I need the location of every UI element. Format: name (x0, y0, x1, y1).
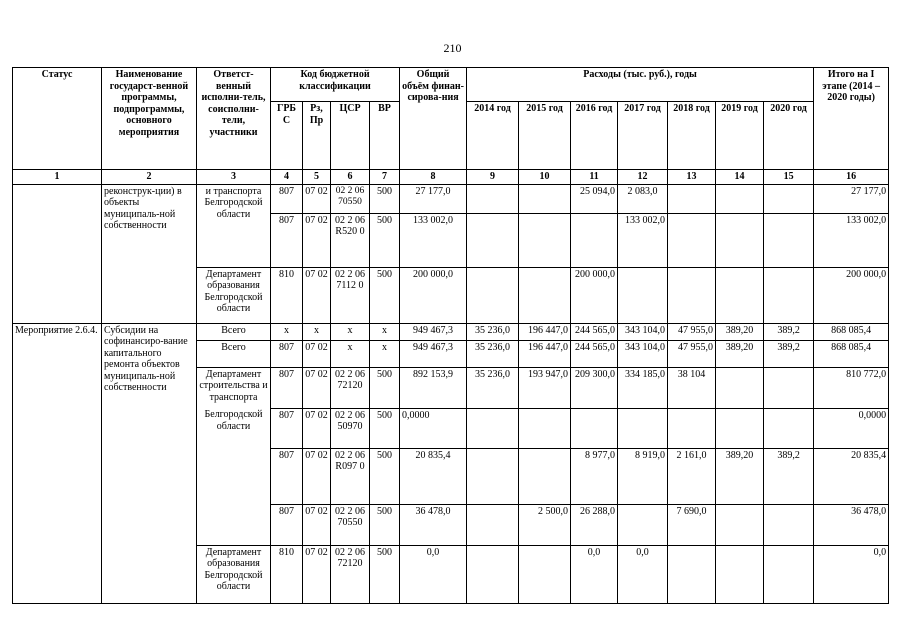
y2020-cell: 389,2 (764, 323, 814, 340)
rzpr-cell: 07 02 (303, 184, 331, 213)
column-number: 6 (331, 170, 370, 185)
y2018-cell: 38 104 (668, 367, 716, 408)
csr-cell: 02 2 06 72120 (331, 367, 370, 408)
sum-cell: 0,0000 (814, 408, 889, 448)
responsible-cell: Всего (197, 340, 271, 367)
sum-cell: 27 177,0 (814, 184, 889, 213)
vr-cell: x (370, 323, 400, 340)
csr-cell: 02 2 06 7112 0 (331, 267, 370, 323)
column-number-row (13, 170, 889, 185)
rzpr-cell: 07 02 (303, 340, 331, 367)
csr-cell: 02 2 06 70550 (331, 504, 370, 545)
header-stage-total: Итого на I этапе (2014 – 2020 годы) (814, 68, 889, 170)
y2014-cell (467, 545, 519, 603)
y2018-cell (668, 267, 716, 323)
csr-cell: x (331, 323, 370, 340)
y2017-cell: 0,0 (618, 545, 668, 603)
y2016-cell: 26 288,0 (571, 504, 618, 545)
sum-cell: 810 772,0 (814, 367, 889, 408)
vr-cell: 500 (370, 408, 400, 448)
status-cell: Мероприятие 2.6.4. (13, 323, 102, 603)
column-number: 13 (668, 170, 716, 185)
column-number: 10 (519, 170, 571, 185)
header-2015: 2015 год (519, 102, 571, 170)
y2015-cell (519, 448, 571, 504)
budget-table (12, 67, 889, 604)
vr-cell: 500 (370, 184, 400, 213)
grbs-cell: 807 (271, 340, 303, 367)
program-name-cell: Субсидии на софинансиро-вание капитального ремонта объектов муниципаль-ной собственности (102, 323, 197, 603)
y2018-cell: 7 690,0 (668, 504, 716, 545)
header-expenses: Расходы (тыс. руб.), годы (467, 68, 814, 102)
y2020-cell (764, 213, 814, 267)
y2017-cell: 8 919,0 (618, 448, 668, 504)
header-2020: 2020 год (764, 102, 814, 170)
y2015-cell (519, 184, 571, 213)
column-number: 12 (618, 170, 668, 185)
header-budget-code: Код бюджетной классификации (271, 68, 400, 102)
y2016-cell: 244 565,0 (571, 323, 618, 340)
responsible-cell: Всего (197, 323, 271, 340)
y2016-cell: 0,0 (571, 545, 618, 603)
y2015-cell (519, 213, 571, 267)
total-cell: 133 002,0 (400, 213, 467, 267)
column-number: 2 (102, 170, 197, 185)
grbs-cell: 807 (271, 367, 303, 408)
rzpr-cell: 07 02 (303, 213, 331, 267)
table-row (13, 184, 889, 213)
rzpr-cell: x (303, 323, 331, 340)
column-number: 1 (13, 170, 102, 185)
rzpr-cell: 07 02 (303, 504, 331, 545)
y2019-cell: 389,20 (716, 448, 764, 504)
grbs-cell: 810 (271, 267, 303, 323)
y2016-cell (571, 213, 618, 267)
y2016-cell: 209 300,0 (571, 367, 618, 408)
responsible-cell: Департамент строительства и транспорта (197, 367, 271, 408)
header-csr: ЦСР (331, 102, 370, 170)
y2015-cell (519, 408, 571, 448)
vr-cell: 500 (370, 545, 400, 603)
total-cell: 949 467,3 (400, 340, 467, 367)
header-status: Статус (13, 68, 102, 170)
y2017-cell (618, 504, 668, 545)
status-cell (13, 184, 102, 323)
sum-cell: 133 002,0 (814, 213, 889, 267)
y2018-cell: 47 955,0 (668, 323, 716, 340)
column-number: 5 (303, 170, 331, 185)
vr-cell: 500 (370, 504, 400, 545)
header-grbs: ГРБ С (271, 102, 303, 170)
y2020-cell (764, 504, 814, 545)
grbs-cell: 807 (271, 448, 303, 504)
total-cell: 27 177,0 (400, 184, 467, 213)
sum-cell: 200 000,0 (814, 267, 889, 323)
column-number: 14 (716, 170, 764, 185)
y2016-cell: 244 565,0 (571, 340, 618, 367)
y2016-cell: 200 000,0 (571, 267, 618, 323)
total-cell: 20 835,4 (400, 448, 467, 504)
vr-cell: 500 (370, 213, 400, 267)
y2014-cell: 35 236,0 (467, 340, 519, 367)
y2014-cell (467, 408, 519, 448)
header-total: Общий объём финан-сирова-ния (400, 68, 467, 170)
responsible-cell: и транспорта Белгородской области (197, 184, 271, 267)
csr-cell: x (331, 340, 370, 367)
program-name-cell: реконструк-ции) в объекты муниципаль-ной собственности (102, 184, 197, 323)
grbs-cell: 807 (271, 213, 303, 267)
y2020-cell (764, 545, 814, 603)
y2015-cell: 2 500,0 (519, 504, 571, 545)
y2014-cell (467, 504, 519, 545)
y2020-cell (764, 267, 814, 323)
y2015-cell: 196 447,0 (519, 340, 571, 367)
sum-cell: 868 085,4 (814, 323, 889, 340)
grbs-cell: 807 (271, 504, 303, 545)
sum-cell: 868 085,4 (814, 340, 889, 367)
header-2016: 2016 год (571, 102, 618, 170)
y2018-cell (668, 213, 716, 267)
header-2014: 2014 год (467, 102, 519, 170)
column-number: 3 (197, 170, 271, 185)
y2014-cell: 35 236,0 (467, 367, 519, 408)
csr-cell: 02 2 06 R520 0 (331, 213, 370, 267)
column-number: 4 (271, 170, 303, 185)
total-cell: 200 000,0 (400, 267, 467, 323)
y2018-cell (668, 545, 716, 603)
rzpr-cell: 07 02 (303, 267, 331, 323)
sum-cell: 20 835,4 (814, 448, 889, 504)
rzpr-cell: 07 02 (303, 408, 331, 448)
y2018-cell (668, 184, 716, 213)
y2017-cell: 2 083,0 (618, 184, 668, 213)
rzpr-cell: 07 02 (303, 367, 331, 408)
y2014-cell (467, 267, 519, 323)
column-number: 11 (571, 170, 618, 185)
y2019-cell (716, 184, 764, 213)
csr-cell: 02 2 06 50970 (331, 408, 370, 448)
y2017-cell: 343 104,0 (618, 323, 668, 340)
y2019-cell (716, 545, 764, 603)
csr-cell: 02 2 06 70550 (331, 184, 370, 213)
column-number: 9 (467, 170, 519, 185)
column-number: 8 (400, 170, 467, 185)
responsible-cell: Департамент образования Белгородской области (197, 545, 271, 603)
column-number: 7 (370, 170, 400, 185)
y2016-cell: 8 977,0 (571, 448, 618, 504)
responsible-cell: Белгородской области (197, 408, 271, 545)
grbs-cell: 807 (271, 408, 303, 448)
y2014-cell (467, 448, 519, 504)
y2017-cell: 334 185,0 (618, 367, 668, 408)
header-2018: 2018 год (668, 102, 716, 170)
header-2019: 2019 год (716, 102, 764, 170)
y2017-cell: 343 104,0 (618, 340, 668, 367)
csr-cell: 02 2 06 R097 0 (331, 448, 370, 504)
total-cell: 949 467,3 (400, 323, 467, 340)
header-rzpr: Рз, Пр (303, 102, 331, 170)
sum-cell: 0,0 (814, 545, 889, 603)
vr-cell: 500 (370, 448, 400, 504)
y2019-cell (716, 367, 764, 408)
sum-cell: 36 478,0 (814, 504, 889, 545)
y2015-cell (519, 545, 571, 603)
grbs-cell: 810 (271, 545, 303, 603)
y2019-cell: 389,20 (716, 323, 764, 340)
grbs-cell: x (271, 323, 303, 340)
y2020-cell (764, 367, 814, 408)
y2020-cell: 389,2 (764, 340, 814, 367)
table-row (13, 323, 889, 340)
y2020-cell (764, 184, 814, 213)
y2017-cell (618, 408, 668, 448)
rzpr-cell: 07 02 (303, 545, 331, 603)
vr-cell: 500 (370, 267, 400, 323)
total-cell: 36 478,0 (400, 504, 467, 545)
header-vr: ВР (370, 102, 400, 170)
y2020-cell: 389,2 (764, 448, 814, 504)
y2019-cell (716, 408, 764, 448)
rzpr-cell: 07 02 (303, 448, 331, 504)
total-cell: 0,0 (400, 545, 467, 603)
total-cell: 0,0000 (400, 408, 467, 448)
header-responsible: Ответст-венный исполни-тель, соисполни-тели, участники (197, 68, 271, 170)
y2019-cell (716, 213, 764, 267)
y2015-cell: 196 447,0 (519, 323, 571, 340)
vr-cell: 500 (370, 367, 400, 408)
y2020-cell (764, 408, 814, 448)
y2018-cell: 47 955,0 (668, 340, 716, 367)
y2015-cell (519, 267, 571, 323)
page-number: 210 (443, 41, 462, 55)
y2017-cell (618, 267, 668, 323)
y2018-cell (668, 408, 716, 448)
y2016-cell: 25 094,0 (571, 184, 618, 213)
csr-cell: 02 2 06 72120 (331, 545, 370, 603)
y2017-cell: 133 002,0 (618, 213, 668, 267)
y2015-cell: 193 947,0 (519, 367, 571, 408)
responsible-cell: Департамент образования Белгородской области (197, 267, 271, 323)
y2016-cell (571, 408, 618, 448)
header-2017: 2017 год (618, 102, 668, 170)
y2019-cell: 389,20 (716, 340, 764, 367)
column-number: 15 (764, 170, 814, 185)
y2018-cell: 2 161,0 (668, 448, 716, 504)
y2014-cell (467, 213, 519, 267)
header-name: Наименование государст-венной программы, подпрограммы, основного мероприятия (102, 68, 197, 170)
grbs-cell: 807 (271, 184, 303, 213)
y2014-cell (467, 184, 519, 213)
vr-cell: x (370, 340, 400, 367)
column-number: 16 (814, 170, 889, 185)
y2019-cell (716, 267, 764, 323)
y2014-cell: 35 236,0 (467, 323, 519, 340)
total-cell: 892 153,9 (400, 367, 467, 408)
y2019-cell (716, 504, 764, 545)
